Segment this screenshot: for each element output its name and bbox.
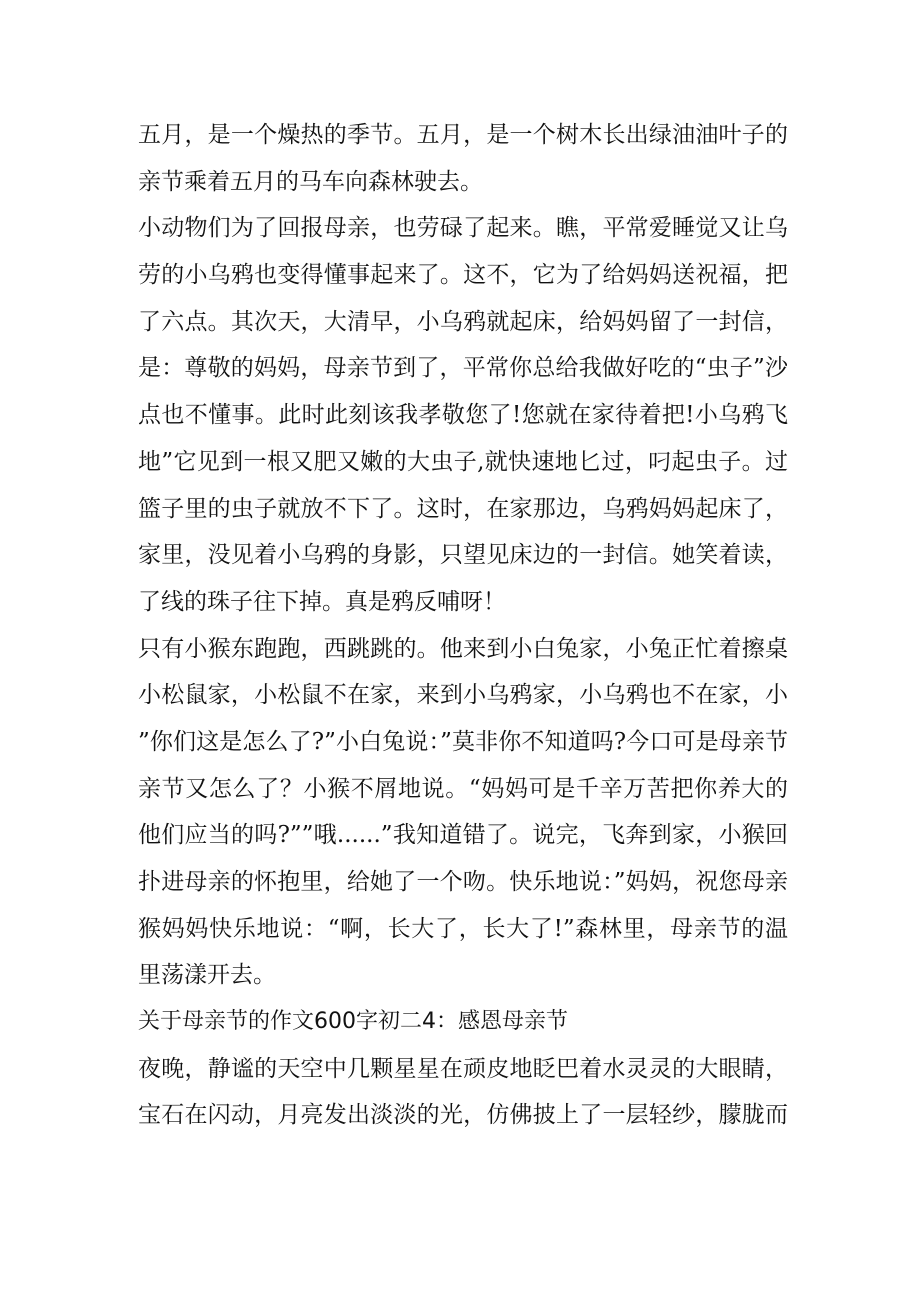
text-line: 了六点。其次天，大清早，小乌鸦就起床，给妈妈留了一封信， [138,308,788,335]
text-line: 亲节乘着五月的马车向森林驶去。 [138,168,483,195]
text-line: 五月，是一个燥热的季节。五月，是一个树木长出绿油油叶子的 [138,122,788,148]
text-line: 劳的小乌鸦也变得懂事起来了。这不，它为了给妈妈送祝福，把 [138,262,788,289]
text-line: 是：尊敬的妈妈，母亲节到了，平常你总给我做好吃的“虫子”沙 [138,355,788,382]
text-line: 只有小猴东跑跑，西跳跳的。他来到小白兔家，小兔正忙着擦桌 [138,635,788,662]
text-line: 夜晚，静谧的天空中几颗星星在顽皮地眨巴着水灵灵的大眼睛， [138,1055,788,1082]
section-heading: 关于母亲节的作文600字初二4：感恩母亲节 [138,1009,568,1035]
text-line: 扑进母亲的怀抱里，给她了一个吻。快乐地说：”妈妈，祝您母亲 [138,869,788,895]
article-text [138,112,788,1139]
text-line: 亲节又怎么了？小猴不屑地说。“妈妈可是千辛万苦把你养大的 [138,775,788,802]
text-line: 篮子里的虫子就放不下了。这时，在家那边，乌鸦妈妈起床了， [138,495,788,522]
text-line: 猴妈妈快乐地说：“啊，长大了，长大了!”森林里，母亲节的温 [138,915,788,942]
text-line: 了线的珠子往下掉。真是鸦反哺呀！ [138,588,506,615]
text-line: 里荡漾开去。 [138,962,276,989]
text-line: 家里，没见着小乌鸦的身影，只望见床边的一封信。她笑着读， [138,542,788,569]
text-line: 小松鼠家，小松鼠不在家，来到小乌鸦家，小乌鸦也不在家，小 [138,682,788,709]
text-line: 他们应当的吗?””哦......”我知道错了。说完，飞奔到家，小猴回 [138,822,788,849]
text-line: ”你们这是怎么了?”小白兔说：”莫非你不知道吗?今口可是母亲节 [138,728,788,755]
text-line: 点也不懂事。此时此刻该我孝敬您了!您就在家待着把!小乌鸦飞 [138,402,788,429]
text-line: 宝石在闪动，月亮发出淡淡的光，仿佛披上了一层轻纱，朦胧而 [138,1102,788,1129]
text-line: 地”它见到一根又肥又嫩的大虫子,就快速地匕过，叼起虫子。过 [138,448,788,475]
text-line: 小动物们为了回报母亲，也劳碌了起来。瞧，平常爱睡觉又让乌 [138,215,788,242]
